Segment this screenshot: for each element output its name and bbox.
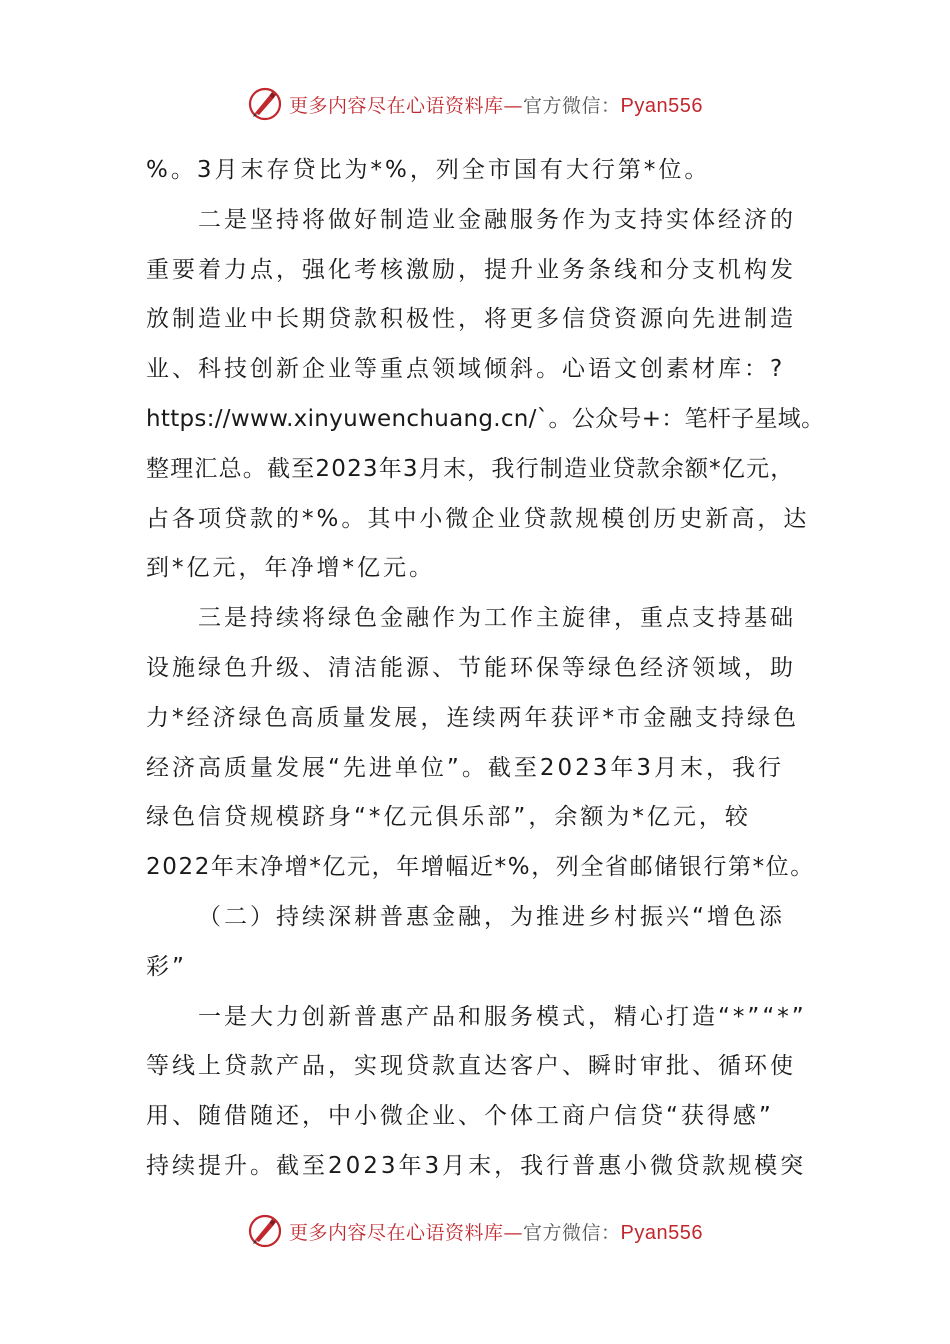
banner-wechat-id: Pyan556 <box>620 1221 703 1244</box>
body-line: 用、随借随还，中小微企业、个体工商户信贷“获得感” <box>146 1103 774 1130</box>
document-body <box>146 146 825 1192</box>
body-line: 等线上贷款产品，实现贷款直达客户、瞬时审批、循环使 <box>146 1053 796 1080</box>
body-line: 到*亿元，年净增*亿元。 <box>146 555 435 582</box>
banner-site-text: 更多内容尽在心语资料库 <box>289 1221 504 1244</box>
body-line: 整理汇总。截至2023年3月末，我行制造业贷款余额*亿元， <box>146 455 795 482</box>
body-line: 放制造业中长期贷款积极性，将更多信贷资源向先进制造 <box>146 306 796 333</box>
body-line: 2022年末净增*亿元，年增幅近*%，列全省邮储银行第*位。 <box>146 854 815 881</box>
pen-logo-icon <box>247 1213 283 1249</box>
body-line: 力*经济绿色高质量发展，连续两年获评*市金融支持绿色 <box>146 704 799 731</box>
body-line: 设施绿色升级、清洁能源、节能环保等绿色经济领域，助 <box>146 654 796 681</box>
body-line: 业、科技创新企业等重点领域倾斜。心语文创素材库：? <box>146 356 786 383</box>
body-line: 一是大力创新普惠产品和服务模式，精心打造“*”“*” <box>198 1003 807 1030</box>
body-line: 持续提升。截至2023年3月末，我行普惠小微贷款规模突 <box>146 1152 807 1179</box>
body-line: 三是持续将绿色金融作为工作主旋律，重点支持基础 <box>198 605 796 632</box>
footer-banner <box>0 1211 950 1251</box>
banner-wechat-id: Pyan556 <box>620 94 703 117</box>
banner-official-label: 官方微信： <box>523 1221 621 1244</box>
body-line: 经济高质量发展“先进单位”。截至2023年3月末，我行 <box>146 754 784 781</box>
body-line: 占各项贷款的*%。其中小微企业贷款规模创历史新高，达 <box>146 505 810 532</box>
body-heading-cont: 彩” <box>146 953 187 980</box>
body-heading: （二）持续深耕普惠金融，为推进乡村振兴“增色添 <box>198 903 785 930</box>
header-banner <box>0 84 950 124</box>
pen-logo-icon <box>247 86 283 122</box>
banner-dash: — <box>503 1221 524 1244</box>
body-line: 绿色信贷规模跻身“*亿元俱乐部”，余额为*亿元，较 <box>146 804 751 831</box>
banner-official-label: 官方微信： <box>523 94 621 117</box>
body-line: 重要着力点，强化考核激励，提升业务条线和分支机构发 <box>146 256 796 283</box>
body-line: %。3月末存贷比为*%，列全市国有大行第*位。 <box>146 157 711 183</box>
banner-dash: — <box>503 94 524 117</box>
body-line: https://www.xinyuwenchuang.cn/`。公众号+：笔杆子星域。 <box>146 405 825 432</box>
body-line: 二是坚持将做好制造业金融服务作为支持实体经济的 <box>198 206 796 233</box>
banner-site-text: 更多内容尽在心语资料库 <box>289 94 504 117</box>
